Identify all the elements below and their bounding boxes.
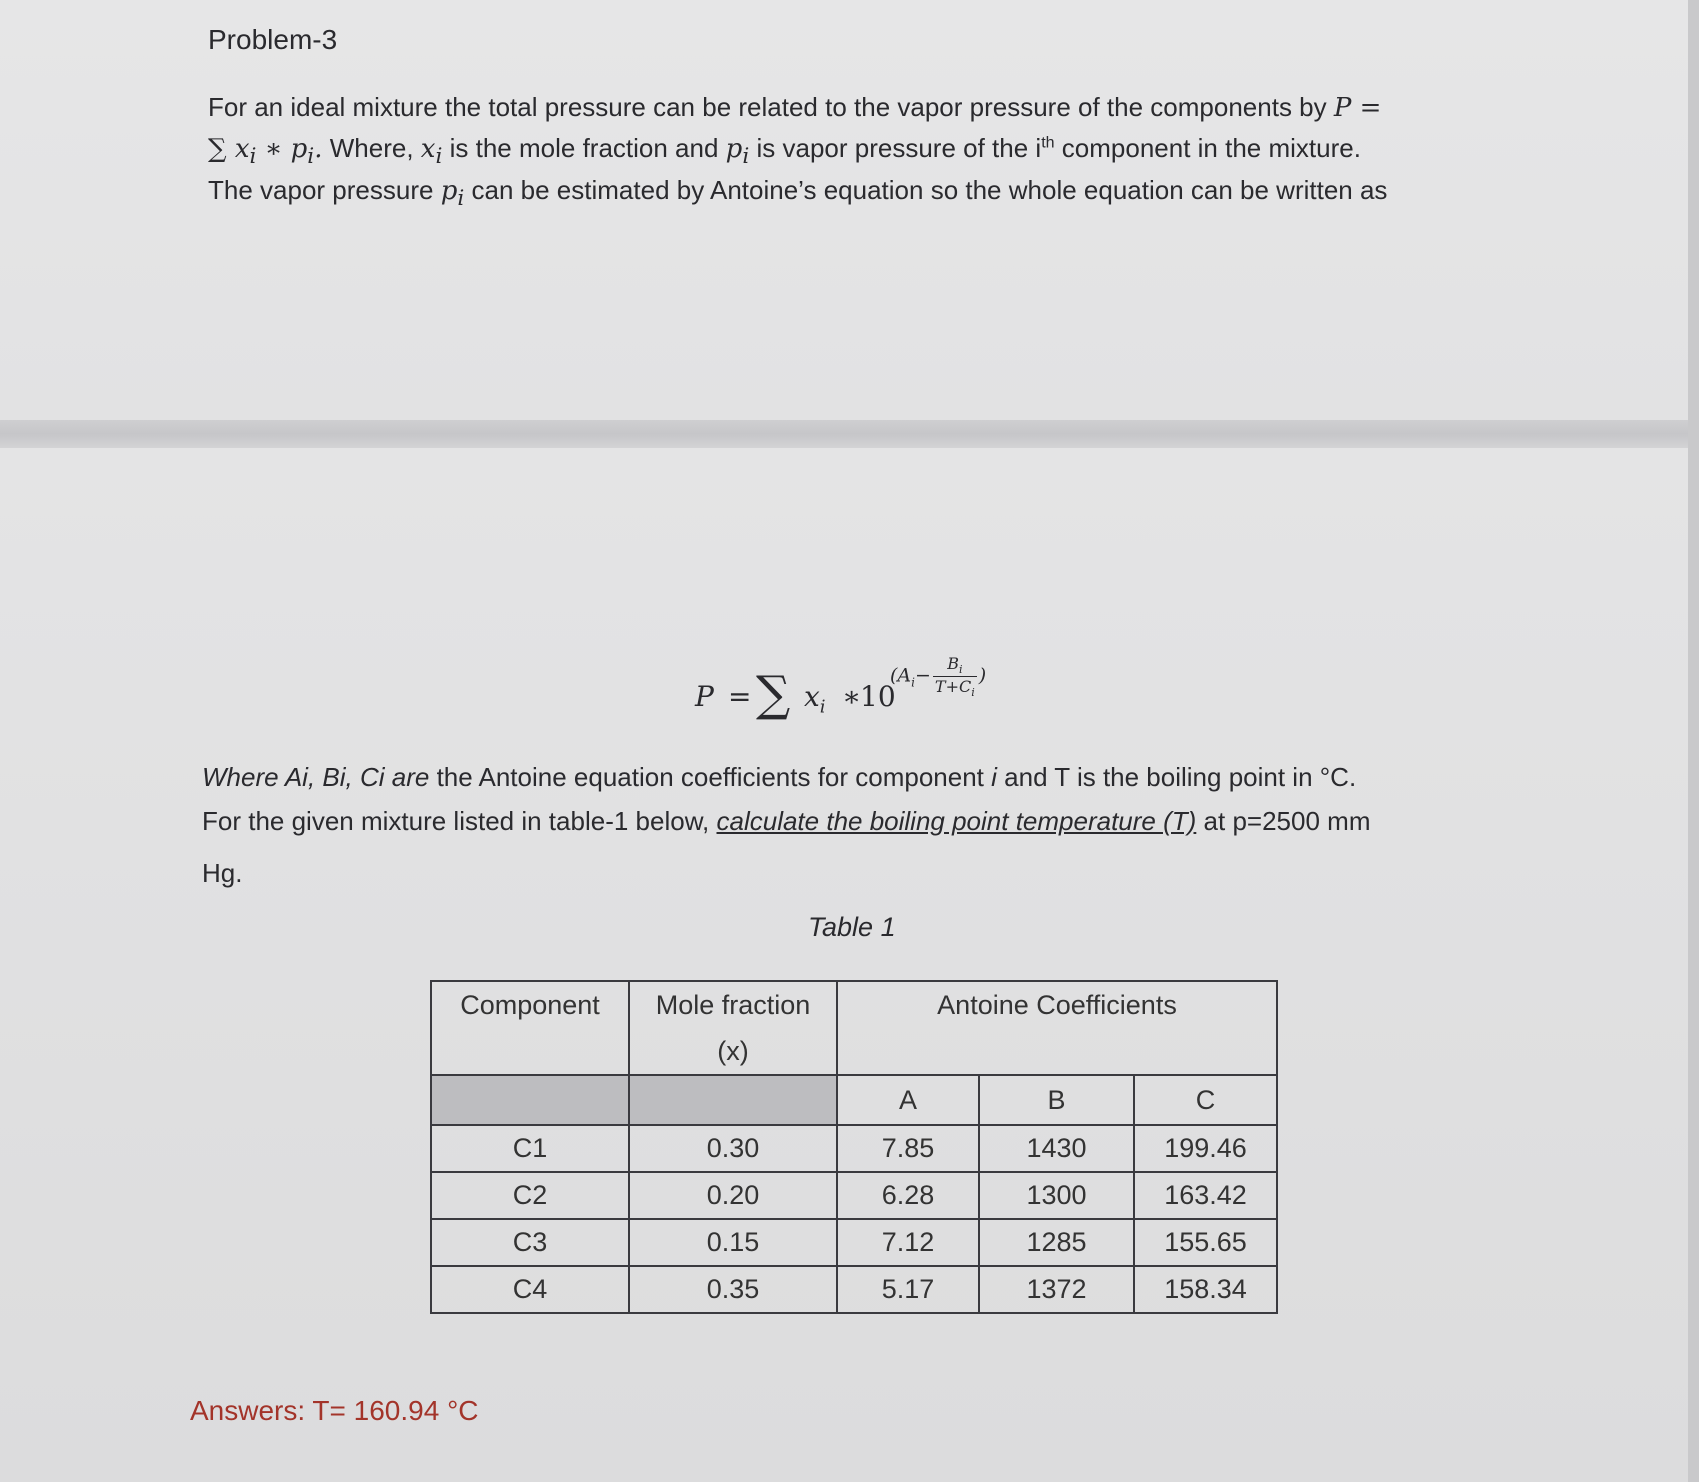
table-caption: Table 1 [808,912,896,942]
coefficients-table [430,980,1278,1314]
where-line-2: For the given mixture listed in table-1 below, calculate the boiling point temperature (T) at p=2500 mm [202,806,1371,836]
problem-title: Problem-3 [208,24,338,55]
table-header-row [431,981,1277,1075]
where-line-3: Hg. [202,858,243,888]
page-divider [0,420,1699,448]
header-b: B [979,1075,1134,1125]
table-row: C4 0.35 5.17 1372 158.34 [431,1266,1277,1313]
header-component: Component [431,981,629,1075]
table-subheader-row [431,1075,1277,1125]
antoine-equation: P = ∑ $x_i$ ∗ 10 ($A_i-$ $\frac{B_i}{T+C_i}$ ) [695,654,987,722]
page-bottom-panel [0,448,1699,1482]
equation-exponent: ($A_i-$ $\frac{B_i}{T+C_i}$ ) [890,654,987,700]
header-c: C [1134,1075,1277,1125]
header-a: A [837,1075,979,1125]
header-mole-fraction: Mole fraction (x) [629,981,837,1075]
table-row: C1 0.30 7.85 1430 199.46 [431,1125,1277,1172]
intro-line-3: The vapor pressure $p_i$ can be estimated by Antoine’s equation so the whole equation can be written as [208,175,1388,212]
where-line-1: Where Ai, Bi, Ci are the Antoine equation coefficients for component i and T is the boiling point in °C. [202,762,1357,792]
intro-text-1: For an ideal mixture the total pressure can be related to the vapor pressure of the components by [208,92,1327,122]
answer-text: Answers: T= 160.94 °C [190,1395,479,1426]
task-highlight: calculate the boiling point temperature (T) [716,806,1197,836]
table-row: C3 0.15 7.12 1285 155.65 [431,1219,1277,1266]
intro-line-1 [208,92,1381,123]
shaded-cell [629,1075,837,1125]
sum-xi: ∑ $x_i$ ∗ $p_i$. [208,134,323,170]
intro-line-2: ∑ $x_i$ ∗ $p_i$. Where, $x_i$ is the mole fraction and $p_i$ is vapor pressure of the $i^{th}$ component in the mixture. [208,133,1361,170]
intro-math-1: P = [1333,93,1382,123]
header-antoine: Antoine Coefficients [837,981,1277,1075]
page-edge [1688,0,1699,1482]
shaded-cell [431,1075,629,1125]
table-row: C2 0.20 6.28 1300 163.42 [431,1172,1277,1219]
sigma-symbol: ∑ [756,666,791,722]
